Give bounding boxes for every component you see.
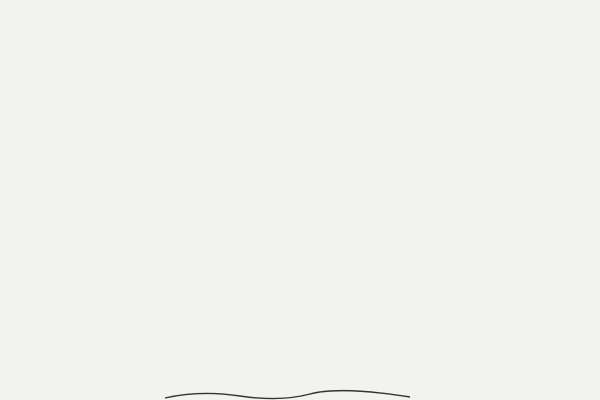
signature-block	[46, 6, 578, 8]
closing-paragraph	[46, 4, 578, 6]
signatory	[66, 6, 578, 8]
place-date	[66, 6, 578, 8]
document-body	[46, 0, 578, 8]
signature-strokes	[160, 388, 420, 400]
